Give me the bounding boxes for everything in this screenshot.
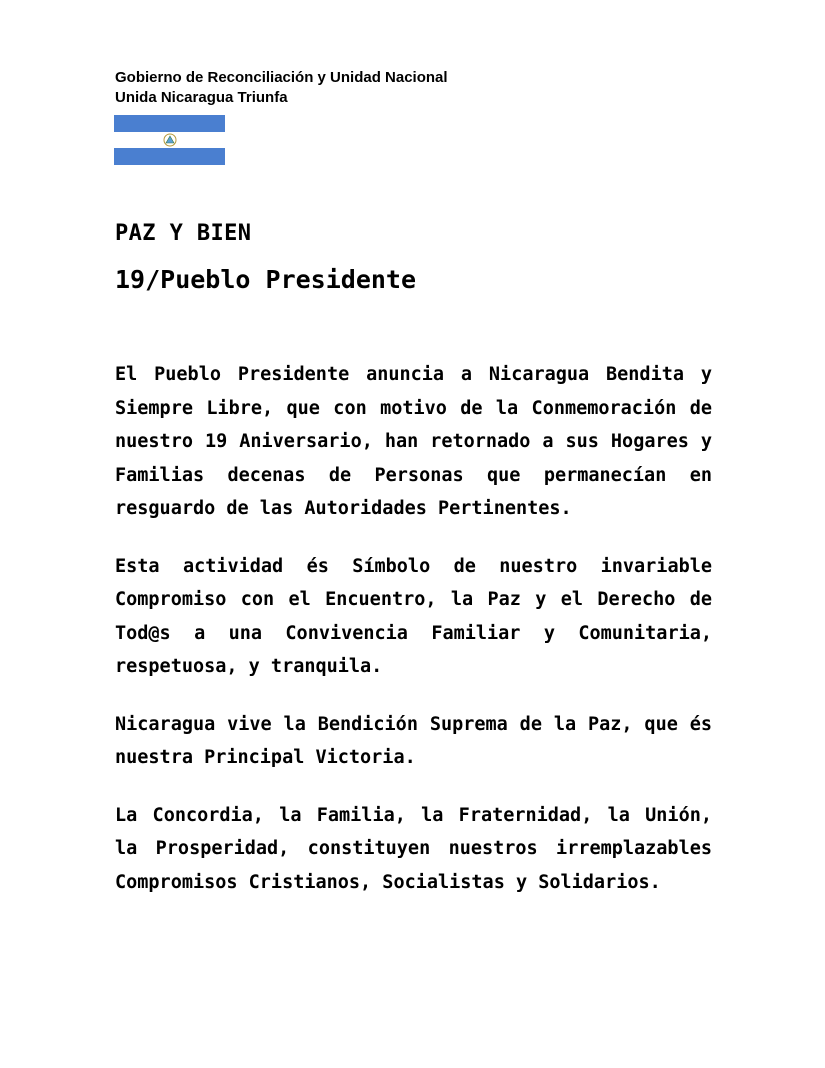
header-slogan: Unida Nicaragua Triunfa [115,89,288,106]
coat-of-arms-icon [163,133,177,147]
flag-bottom-stripe [114,148,225,165]
paragraph: Nicaragua vive la Bendición Suprema de la Paz, que és nuestra Principal Victoria. [115,713,712,768]
paragraph: La Concordia, la Familia, la Fraternidad, la Unión, la Prosperidad, constituyen nuestros irremplazables Compromisos Cristianos, Socialistas y Solidarios. [115,804,712,893]
paragraph: Esta actividad és Símbolo de nuestro invariable Compromiso con el Encuentro, la Paz y el Derecho de Tod@s a una Convivencia Familiar y Comunitaria, respetuosa, y tranquila. [115,555,712,677]
document-subtitle: 19/Pueblo Presidente [115,265,417,294]
nicaragua-flag-icon [114,115,225,165]
paragraph: El Pueblo Presidente anuncia a Nicaragua Bendita y Siempre Libre, que con motivo de la Conmemoración de nuestro 19 Aniversario, han retornado a sus Hogares y Familias decenas de Personas que permanecían en resguardo de las Autoridades Pertinentes. [115,364,712,519]
header-government-name: Gobierno de Reconciliación y Unidad Nacional [115,69,448,86]
flag-top-stripe [114,115,225,132]
document-body [115,358,712,923]
document-title: PAZ Y BIEN [115,221,252,246]
document-header [115,68,448,108]
